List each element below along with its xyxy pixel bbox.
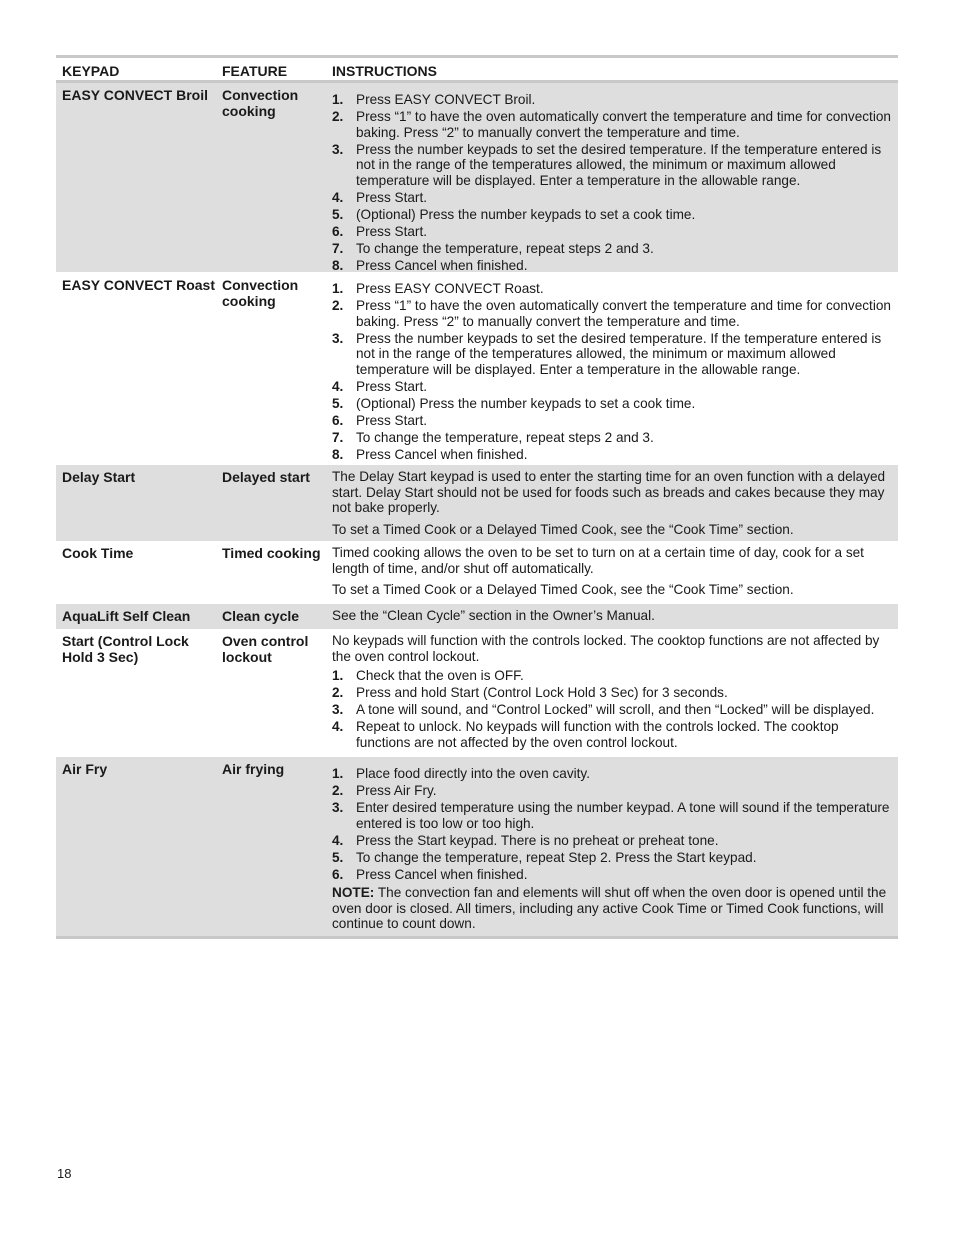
step-text: To change the temperature, repeat steps 2 and 3. [356, 430, 654, 446]
step-number: 5. [332, 206, 344, 222]
list-item [332, 867, 894, 883]
keypad-cell: Air Fry [62, 761, 108, 777]
table-row [56, 757, 898, 939]
instructions-paragraph: The Delay Start keypad is used to enter the starting time for an oven function with a delayed start. Delay Start should not be used for foods such as breads and cakes because they may not bake properly. [332, 469, 886, 515]
instructions-cell [332, 277, 898, 465]
step-text: Press the number keypads to set the desired temperature. If the temperature entered is not in the range of the temperatures allowed, the minimum or maximum allowed temperature will be displayed. Enter a temperature in the allowable range. [356, 141, 882, 188]
step-number: 1. [332, 766, 344, 781]
table-row [56, 604, 898, 629]
list-item [332, 241, 894, 257]
header-instructions: INSTRUCTIONS [332, 62, 437, 79]
step-number: 6. [332, 223, 344, 239]
step-text: (Optional) Press the number keypads to set a cook time. [356, 206, 696, 222]
instructions-cell [332, 469, 898, 541]
step-text: Repeat to unlock. No keypads will function with the controls locked. The cooktop functions are not affected by the oven control lockout. [356, 719, 839, 750]
step-text: Press the Start keypad. There is no preheat or preheat tone. [356, 832, 719, 848]
instructions-cell [332, 608, 898, 629]
note-label: NOTE: [332, 885, 375, 901]
list-item [332, 207, 894, 223]
list-item [332, 766, 894, 782]
step-number: 6. [332, 412, 344, 428]
table-row [56, 629, 898, 757]
step-number: 3. [332, 800, 344, 816]
step-text: Check that the oven is OFF. [356, 668, 524, 683]
step-number: 2. [332, 109, 344, 125]
step-text: Press Start. [356, 412, 428, 428]
instructions-paragraph: To set a Timed Cook or a Delayed Timed Cook, see the “Cook Time” section. [332, 582, 794, 597]
list-item [332, 719, 894, 750]
feature-cell: Air frying [222, 761, 285, 777]
step-text: Press EASY CONVECT Broil. [356, 92, 536, 107]
list-item [332, 430, 894, 446]
step-text: Press Cancel when finished. [356, 258, 528, 274]
list-item [332, 190, 894, 206]
instructions-cell [332, 633, 898, 757]
step-number: 2. [332, 783, 344, 799]
feature-cell: Oven control lockout [222, 633, 309, 665]
list-item [332, 379, 894, 395]
list-item [332, 413, 894, 429]
step-text: Press Cancel when finished. [356, 447, 528, 463]
list-item [332, 685, 894, 701]
list-item [332, 850, 894, 866]
instructions-paragraph: To set a Timed Cook or a Delayed Timed Cook, see the “Cook Time” section. [332, 521, 794, 537]
list-item [332, 281, 894, 297]
instructions-cell [332, 545, 898, 604]
list-item [332, 447, 894, 463]
feature-cell: Clean cycle [222, 608, 300, 624]
step-text: Press “1” to have the oven automatically convert the temperature and time for convection baking. Press “2” to manually convert the temperature and time. [356, 109, 891, 140]
table-row [56, 272, 898, 465]
list-item [332, 396, 894, 412]
list-item [332, 142, 894, 189]
step-text: To change the temperature, repeat Step 2. Press the Start keypad. [356, 849, 757, 865]
step-number: 8. [332, 447, 344, 463]
list-item [332, 331, 894, 378]
header-keypad: KEYPAD [62, 63, 120, 79]
feature-cell: Convection cooking [222, 87, 299, 119]
list-item [332, 668, 894, 684]
step-number: 6. [332, 866, 344, 882]
feature-cell: Timed cooking [222, 545, 321, 561]
keypad-cell: AquaLift Self Clean [62, 608, 191, 624]
feature-cell: Delayed start [222, 469, 310, 485]
step-text: (Optional) Press the number keypads to set a cook time. [356, 395, 696, 411]
instructions-paragraph: See the “Clean Cycle” section in the Owner’s Manual. [332, 608, 655, 623]
keypad-cell: Start (Control Lock Hold 3 Sec) [62, 633, 189, 665]
step-number: 4. [332, 719, 344, 735]
step-text: Press and hold Start (Control Lock Hold 3 Sec) for 3 seconds. [356, 685, 728, 701]
steps-list [332, 668, 894, 750]
step-number: 7. [332, 430, 344, 446]
table-row [56, 83, 898, 272]
page-number: 18 [57, 1166, 72, 1181]
list-item [332, 833, 894, 849]
steps-list [332, 281, 894, 463]
step-text: Place food directly into the oven cavity. [356, 766, 590, 781]
table-row [56, 541, 898, 604]
step-number: 8. [332, 258, 344, 274]
step-text: Press Cancel when finished. [356, 866, 528, 882]
step-text: Press the number keypads to set the desired temperature. If the temperature entered is not in the range of the temperatures allowed, the minimum or maximum allowed temperature will be displayed. Enter a temperature in the allowable range. [356, 330, 882, 377]
step-text: Enter desired temperature using the number keypad. A tone will sound if the temperature entered is too low or too high. [356, 800, 890, 831]
step-number: 7. [332, 241, 344, 257]
steps-list [332, 766, 894, 882]
list-item [332, 258, 894, 274]
instructions-cell [332, 87, 898, 272]
step-text: Press “1” to have the oven automatically convert the temperature and time for convection baking. Press “2” to manually convert the temperature and time. [356, 298, 891, 329]
step-number: 2. [332, 685, 344, 701]
list-item [332, 224, 894, 240]
step-text: To change the temperature, repeat steps 2 and 3. [356, 241, 654, 257]
instructions-paragraph: No keypads will function with the controls locked. The cooktop functions are not affected by the oven control lockout. [332, 633, 880, 664]
instructions-cell [332, 761, 898, 936]
list-item [332, 92, 894, 108]
step-number: 4. [332, 378, 344, 394]
step-number: 3. [332, 702, 344, 718]
step-text: Press Air Fry. [356, 783, 437, 799]
step-text: Press Start. [356, 378, 428, 394]
list-item [332, 702, 894, 718]
step-number: 1. [332, 668, 344, 683]
list-item [332, 783, 894, 799]
step-text: Press Start. [356, 223, 428, 239]
header-feature: FEATURE [222, 63, 288, 79]
keypad-cell: Cook Time [62, 545, 134, 561]
step-number: 4. [332, 832, 344, 848]
keypad-table [56, 55, 898, 939]
table-row [56, 465, 898, 541]
list-item [332, 109, 894, 140]
note-text: The convection fan and elements will shut off when the oven door is opened until the oven door is closed. All timers, including any active Cook Time or Timed Cook functions, will continue to count down. [332, 885, 887, 932]
step-text: Press EASY CONVECT Roast. [356, 281, 544, 296]
keypad-cell: EASY CONVECT Roast [62, 277, 215, 293]
list-item [332, 800, 894, 831]
step-text: A tone will sound, and “Control Locked” will scroll, and then “Locked” will be displayed. [356, 702, 875, 718]
keypad-cell: EASY CONVECT Broil [62, 87, 208, 103]
step-number: 1. [332, 92, 344, 107]
list-item [332, 298, 894, 329]
step-text: Press Start. [356, 189, 428, 205]
step-number: 2. [332, 298, 344, 314]
instructions-paragraph: Timed cooking allows the oven to be set to turn on at a certain time of day, cook for a set length of time, and/or shut off automatically. [332, 545, 864, 576]
step-number: 3. [332, 330, 344, 346]
step-number: 5. [332, 849, 344, 865]
step-number: 1. [332, 281, 344, 296]
step-number: 4. [332, 189, 344, 205]
steps-list [332, 92, 894, 274]
keypad-cell: Delay Start [62, 469, 136, 485]
table-header [56, 58, 898, 83]
step-number: 3. [332, 141, 344, 157]
step-number: 5. [332, 395, 344, 411]
note-paragraph [332, 885, 894, 932]
feature-cell: Convection cooking [222, 277, 299, 309]
